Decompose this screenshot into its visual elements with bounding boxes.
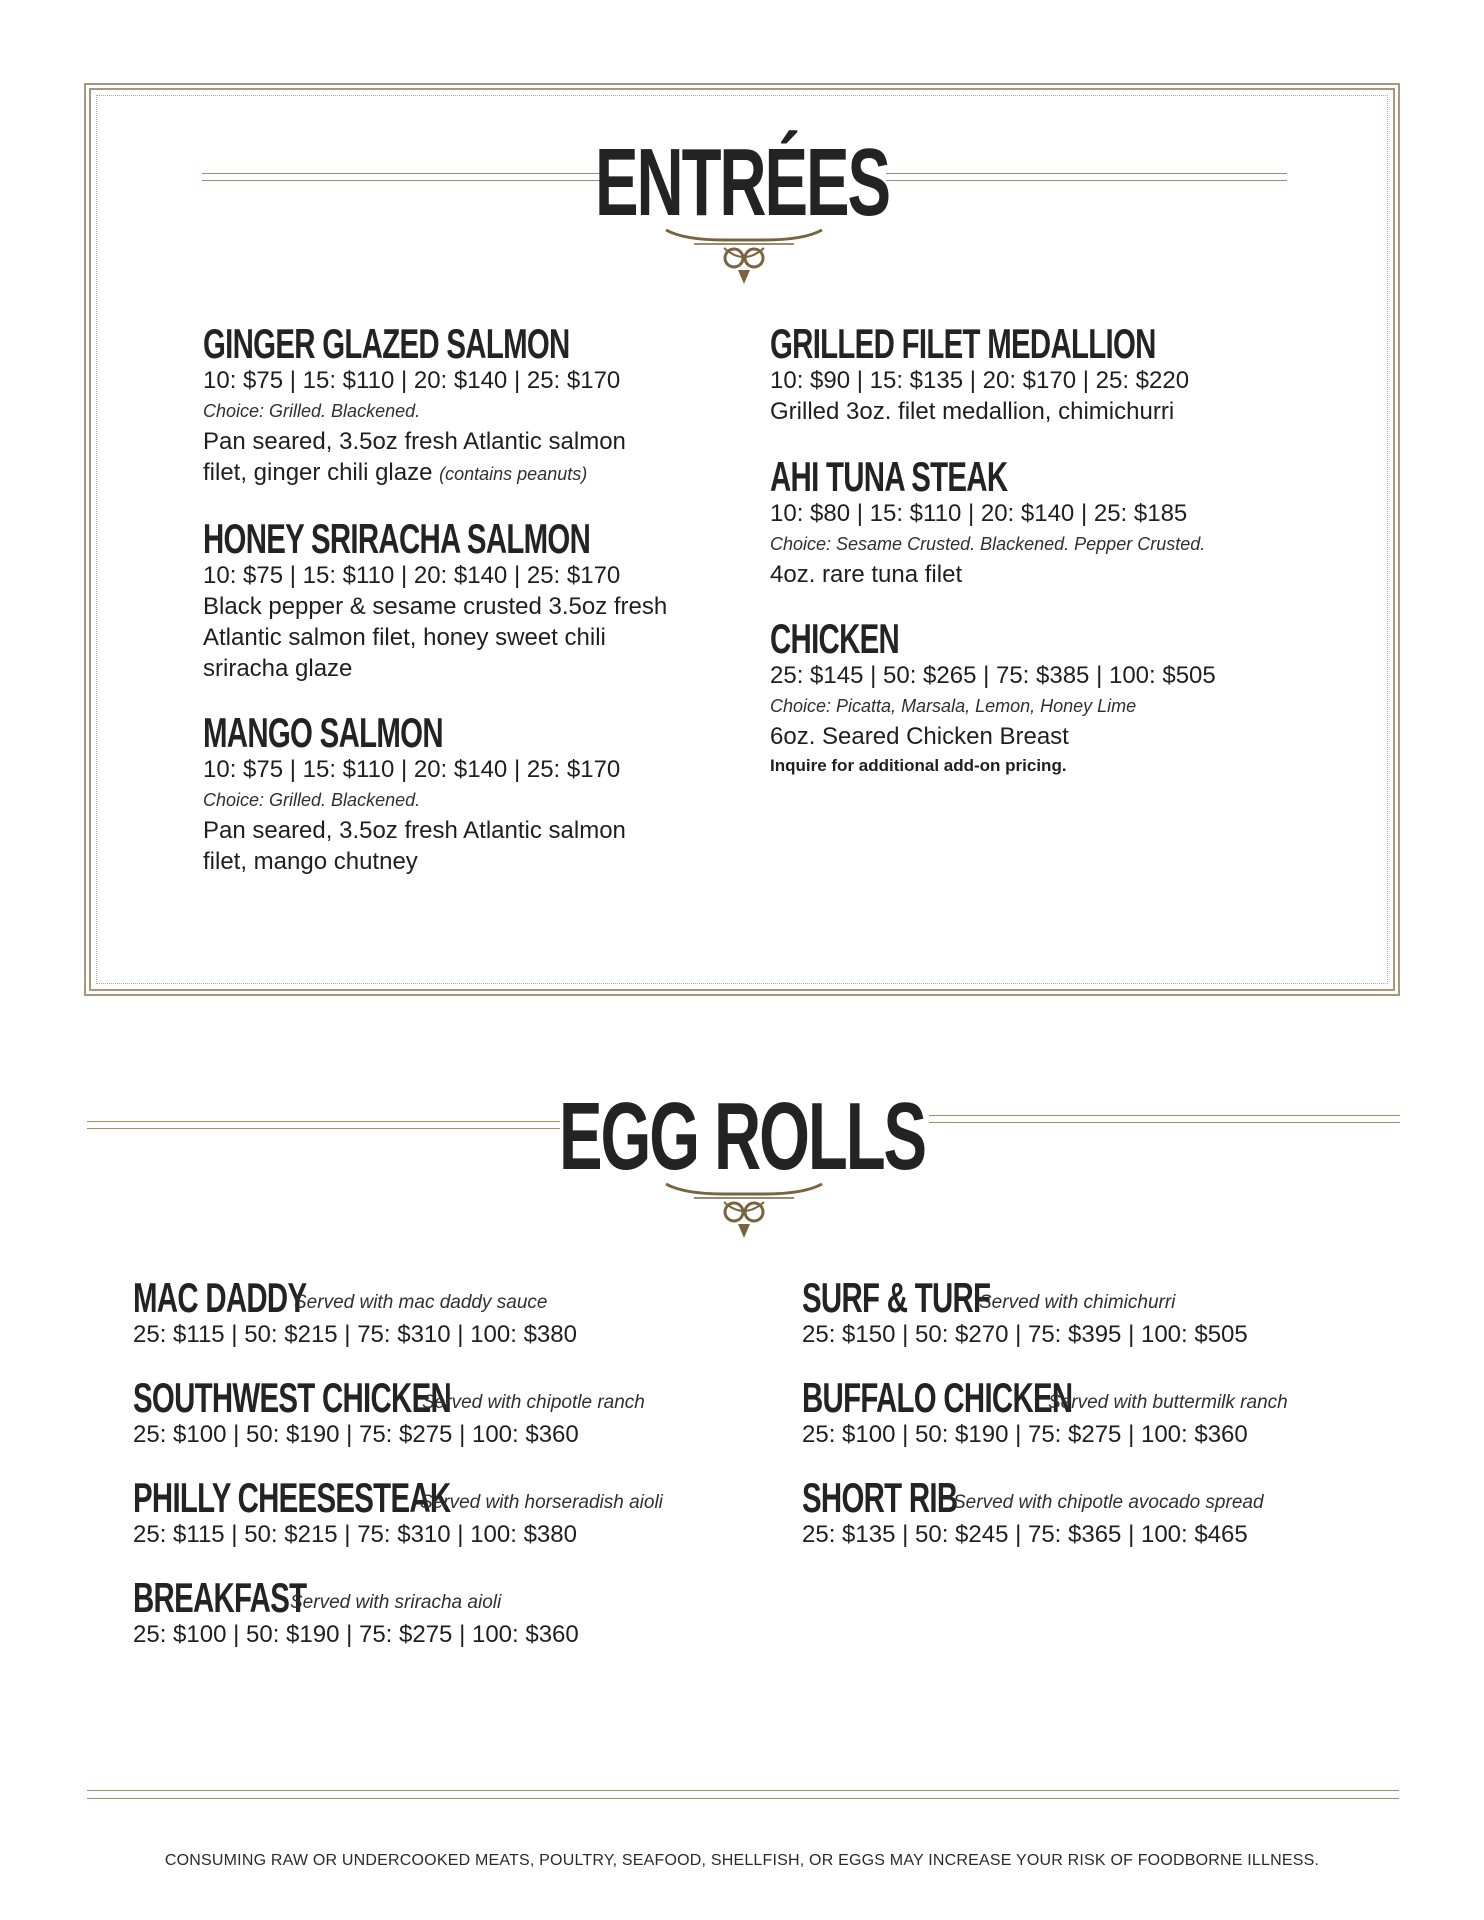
item-name: BREAKFAST bbox=[133, 1574, 307, 1621]
item-desc bbox=[770, 396, 1330, 427]
item-prices: 25: $100 | 50: $190 | 75: $275 | 100: $360 bbox=[133, 1621, 579, 1648]
item-desc bbox=[203, 815, 723, 877]
egg-roll-short-rib bbox=[802, 1476, 1402, 1550]
egg-roll-mac-daddy bbox=[133, 1276, 753, 1350]
item-served-with: Served with mac daddy sauce bbox=[294, 1292, 548, 1313]
egg-roll-southwest-chicken bbox=[133, 1376, 753, 1450]
item-served-with: Served with chimichurri bbox=[979, 1292, 1176, 1313]
item-prices: 25: $145 | 50: $265 | 75: $385 | 100: $505 bbox=[770, 662, 1216, 689]
entree-ginger-glazed-salmon bbox=[203, 322, 723, 490]
desc-line: filet, mango chutney bbox=[203, 848, 418, 875]
footer-rule-bottom bbox=[87, 1798, 1399, 1799]
entree-mango-salmon bbox=[203, 711, 723, 877]
entree-chicken bbox=[770, 617, 1370, 780]
item-desc bbox=[203, 426, 723, 490]
egg-rolls-title: EGG ROLLS bbox=[558, 1083, 926, 1190]
desc-line: Pan seared, 3.5oz fresh Atlantic salmon bbox=[203, 428, 626, 455]
item-name: SURF & TURF bbox=[802, 1274, 991, 1321]
entree-ahi-tuna-steak bbox=[770, 455, 1370, 590]
desc-line: Grilled 3oz. filet medallion, chimichurri bbox=[770, 398, 1175, 425]
egg-roll-surf-turf bbox=[802, 1276, 1402, 1350]
egg-roll-breakfast bbox=[133, 1576, 753, 1650]
item-prices: 25: $100 | 50: $190 | 75: $275 | 100: $360 bbox=[802, 1421, 1248, 1448]
item-name: MAC DADDY bbox=[133, 1274, 307, 1321]
item-served-with: Served with sriracha aioli bbox=[290, 1592, 502, 1613]
item-name: MANGO SALMON bbox=[203, 709, 443, 756]
item-served-with: Served with chipotle ranch bbox=[422, 1392, 645, 1413]
item-prices: 10: $80 | 15: $110 | 20: $140 | 25: $185 bbox=[770, 500, 1188, 527]
item-served-with: Served with chipotle avocado spread bbox=[953, 1492, 1264, 1513]
item-desc bbox=[770, 721, 1370, 752]
desc-line: 6oz. Seared Chicken Breast bbox=[770, 723, 1069, 750]
desc-line: Pan seared, 3.5oz fresh Atlantic salmon bbox=[203, 817, 626, 844]
item-prices: 10: $90 | 15: $135 | 20: $170 | 25: $220 bbox=[770, 367, 1190, 394]
egg-roll-philly-cheesesteak bbox=[133, 1476, 753, 1550]
entree-honey-sriracha-salmon bbox=[203, 517, 723, 684]
item-prices: 10: $75 | 15: $110 | 20: $140 | 25: $170 bbox=[203, 367, 621, 394]
item-name: GINGER GLAZED SALMON bbox=[203, 320, 570, 367]
item-name: SHORT RIB bbox=[802, 1474, 958, 1521]
food-safety-disclaimer: CONSUMING RAW OR UNDERCOOKED MEATS, POULTRY, SEAFOOD, SHELLFISH, OR EGGS MAY INCREASE YOUR RISK OF FOODBORNE ILLNESS. bbox=[164, 1852, 1320, 1869]
item-desc bbox=[770, 559, 1370, 590]
item-prices: 10: $75 | 15: $110 | 20: $140 | 25: $170 bbox=[203, 562, 621, 589]
item-name: HONEY SRIRACHA SALMON bbox=[203, 515, 591, 562]
item-name: BUFFALO CHICKEN bbox=[802, 1374, 1073, 1421]
item-prices: 25: $150 | 50: $270 | 75: $395 | 100: $505 bbox=[802, 1321, 1248, 1348]
egg-roll-buffalo-chicken bbox=[802, 1376, 1402, 1450]
desc-line: Atlantic salmon filet, honey sweet chili bbox=[203, 624, 606, 651]
item-desc bbox=[203, 591, 723, 684]
item-prices: 25: $115 | 50: $215 | 75: $310 | 100: $380 bbox=[133, 1521, 577, 1548]
item-name: PHILLY CHEESESTEAK bbox=[133, 1474, 451, 1521]
item-name: SOUTHWEST CHICKEN bbox=[133, 1374, 452, 1421]
desc-line: Black pepper & sesame crusted 3.5oz fresh bbox=[203, 593, 668, 620]
item-prices: 25: $100 | 50: $190 | 75: $275 | 100: $360 bbox=[133, 1421, 579, 1448]
item-served-with: Served with horseradish aioli bbox=[420, 1492, 663, 1513]
desc-line: 4oz. rare tuna filet bbox=[770, 561, 963, 588]
item-inquire-note: Inquire for additional add-on pricing. bbox=[770, 756, 1067, 775]
entree-grilled-filet-medallion bbox=[770, 322, 1330, 427]
item-name: AHI TUNA STEAK bbox=[770, 453, 1008, 500]
entrees-title: ENTRÉES bbox=[594, 129, 890, 236]
item-name: GRILLED FILET MEDALLION bbox=[770, 320, 1156, 367]
desc-line: sriracha glaze bbox=[203, 655, 353, 682]
item-prices: 10: $75 | 15: $110 | 20: $140 | 25: $170 bbox=[203, 756, 621, 783]
item-served-with: Served with buttermilk ranch bbox=[1048, 1392, 1288, 1413]
item-prices: 25: $135 | 50: $245 | 75: $365 | 100: $465 bbox=[802, 1521, 1248, 1548]
item-prices: 25: $115 | 50: $215 | 75: $310 | 100: $380 bbox=[133, 1321, 577, 1348]
item-choice: Choice: Sesame Crusted. Blackened. Pepper Crusted. bbox=[770, 534, 1206, 554]
item-choice: Choice: Grilled. Blackened. bbox=[203, 401, 421, 421]
item-choice: Choice: Picatta, Marsala, Lemon, Honey Lime bbox=[770, 696, 1137, 716]
footer-rule-top bbox=[87, 1790, 1399, 1791]
desc-line: filet, ginger chili glaze bbox=[203, 459, 433, 486]
item-note: (contains peanuts) bbox=[439, 464, 588, 484]
item-name: CHICKEN bbox=[770, 615, 900, 662]
egg-rolls-flourish-icon bbox=[664, 1180, 824, 1242]
item-choice: Choice: Grilled. Blackened. bbox=[203, 790, 421, 810]
entrees-flourish-icon bbox=[664, 226, 824, 288]
